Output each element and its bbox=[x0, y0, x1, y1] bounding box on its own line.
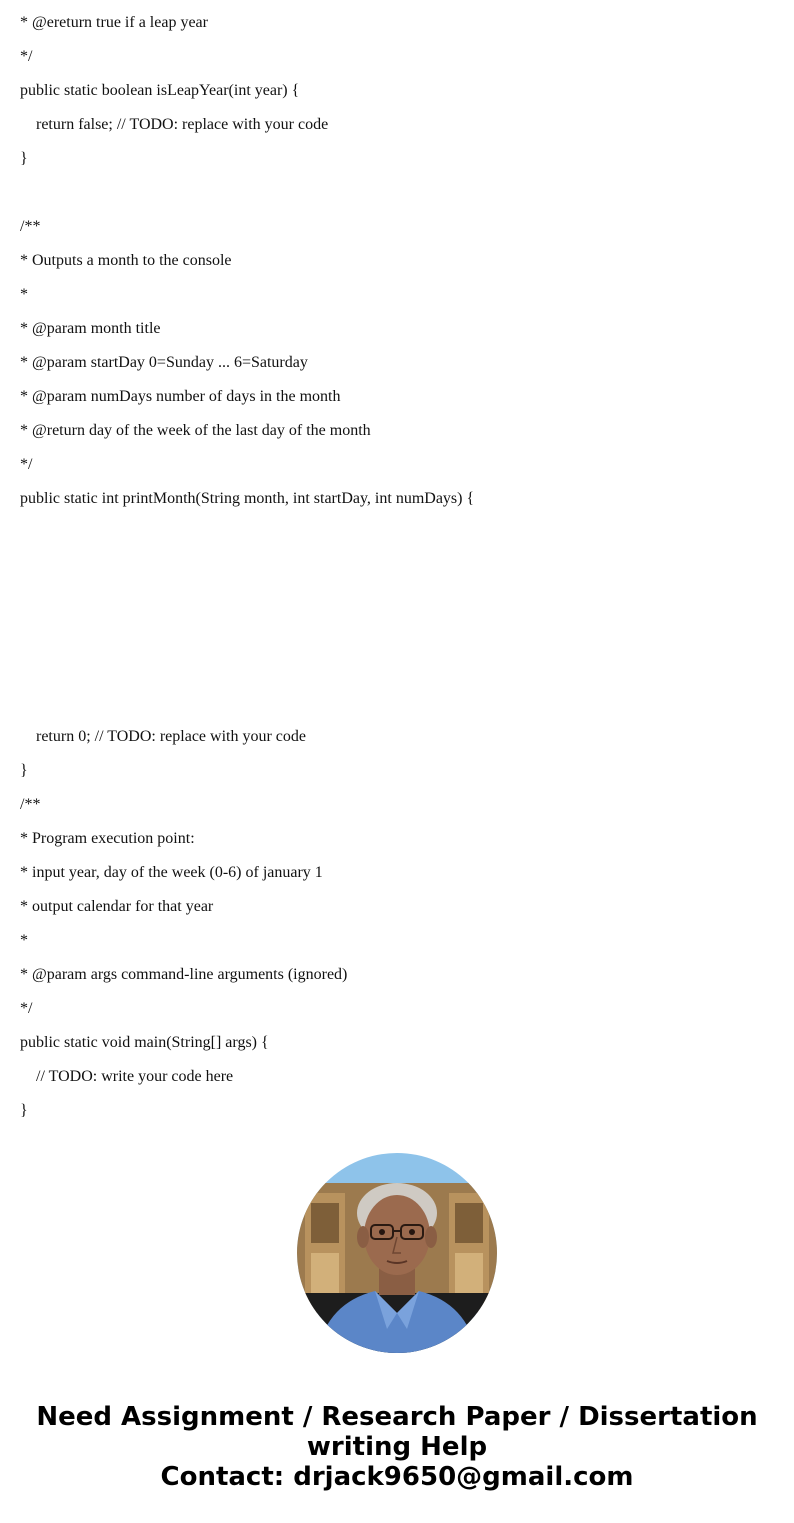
blank-space bbox=[20, 516, 780, 720]
avatar bbox=[297, 1153, 497, 1353]
code-line: } bbox=[20, 762, 28, 779]
code-line: * input year, day of the week (0-6) of january 1 bbox=[20, 864, 323, 881]
code-line: return 0; // TODO: replace with your code bbox=[36, 728, 306, 745]
code-line: } bbox=[20, 150, 28, 167]
code-line: /** bbox=[20, 796, 41, 813]
help-advertisement bbox=[0, 1402, 794, 1492]
code-line: * @param args command-line arguments (ignored) bbox=[20, 966, 348, 983]
code-line: * @param numDays number of days in the month bbox=[20, 388, 341, 405]
code-line: return false; // TODO: replace with your code bbox=[36, 116, 329, 133]
code-line: * bbox=[20, 286, 28, 303]
code-line: * bbox=[20, 932, 28, 949]
blank-space bbox=[20, 176, 780, 210]
code-line: * @return day of the week of the last day of the month bbox=[20, 422, 371, 439]
code-line: /** bbox=[20, 218, 41, 235]
person-portrait-icon bbox=[297, 1153, 497, 1353]
code-line: // TODO: write your code here bbox=[36, 1068, 234, 1085]
ad-headline: Need Assignment / Research Paper / Dissertation bbox=[36, 1402, 758, 1432]
code-line: */ bbox=[20, 48, 33, 65]
code-line: * Program execution point: bbox=[20, 830, 195, 847]
ad-contact: Contact: drjack9650@gmail.com bbox=[160, 1462, 634, 1492]
code-line: * Outputs a month to the console bbox=[20, 252, 232, 269]
code-line: public static void main(String[] args) { bbox=[20, 1034, 269, 1051]
code-line: * @param month title bbox=[20, 320, 161, 337]
ad-headline-continued: writing Help bbox=[306, 1432, 488, 1462]
code-line: * @ereturn true if a leap year bbox=[20, 14, 208, 31]
code-line: public static int printMonth(String month, int startDay, int numDays) { bbox=[20, 490, 475, 507]
code-line: public static boolean isLeapYear(int year) { bbox=[20, 82, 300, 99]
code-listing bbox=[20, 6, 780, 1128]
code-line: } bbox=[20, 1102, 28, 1119]
code-line: */ bbox=[20, 456, 33, 473]
code-line: * @param startDay 0=Sunday ... 6=Saturday bbox=[20, 354, 308, 371]
code-line: */ bbox=[20, 1000, 33, 1017]
code-line: * output calendar for that year bbox=[20, 898, 214, 915]
